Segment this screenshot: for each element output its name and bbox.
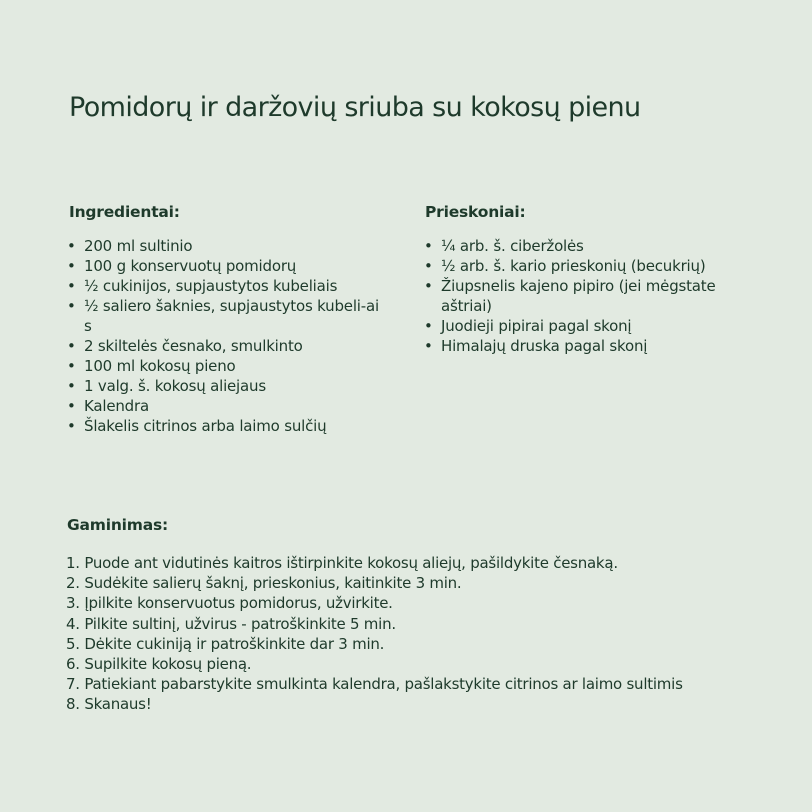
spice-item: • ¼ arb. š. ciberžolės — [424, 237, 584, 255]
ingredient-item: • 100 ml kokosų pieno — [67, 357, 236, 375]
ingredient-item: • 1 valg. š. kokosų aliejaus — [67, 377, 266, 395]
ingredient-item: • ½ saliero šaknies, supjaustytos kubeli-ais — [67, 297, 379, 335]
method-step: 7. Patiekiant pabarstykite smulkinta kalendra, pašlakstykite citrinos ar laimo sultimis — [66, 675, 683, 694]
ingredients-heading: Ingredientai: — [69, 203, 180, 221]
method-step: 4. Pilkite sultinį, užvirus - patroškinkite 5 min. — [66, 614, 396, 633]
method-step: 3. Įpilkite konservuotus pomidorus, užvirkite. — [66, 594, 393, 613]
ingredient-item: • Šlakelis citrinos arba laimo sulčių — [67, 417, 327, 435]
ingredient-item: • Kalendra — [67, 397, 149, 415]
recipe-title: Pomidorų ir daržovių sriuba su kokosų pienu — [69, 92, 641, 123]
ingredient-item: • 2 skiltelės česnako, smulkinto — [67, 337, 303, 355]
method-step: 1. Puode ant vidutinės kaitros ištirpinkite kokosų aliejų, pašildykite česnaką. — [66, 554, 618, 572]
spices-list — [424, 236, 754, 356]
ingredient-item: • 100 g konservuotų pomidorų — [67, 257, 297, 275]
method-step: 2. Sudėkite salierų šaknį, prieskonius, kaitinkite 3 min. — [66, 574, 462, 593]
method-heading: Gaminimas: — [67, 516, 169, 534]
ingredient-item: • ½ cukinijos, supjaustytos kubeliais — [67, 277, 338, 295]
method-step: 5. Dėkite cukiniją ir patroškinkite dar 3 min. — [66, 634, 385, 653]
spice-item: • ½ arb. š. kario prieskonių (becukrių) — [424, 257, 706, 275]
spice-item: • Juodieji pipirai pagal skonį — [424, 317, 632, 335]
method-step: 8. Skanaus! — [66, 695, 152, 714]
ingredients-list — [67, 236, 397, 436]
spices-heading: Prieskoniai: — [425, 203, 526, 221]
method-steps — [66, 553, 683, 715]
spice-item: • Himalajų druska pagal skonį — [424, 337, 648, 355]
spice-item: • Žiupsnelis kajeno pipiro (jei mėgstate aštriai) — [424, 277, 716, 315]
method-step: 6. Supilkite kokosų pieną. — [66, 655, 252, 674]
ingredient-item: • 200 ml sultinio — [67, 237, 193, 255]
